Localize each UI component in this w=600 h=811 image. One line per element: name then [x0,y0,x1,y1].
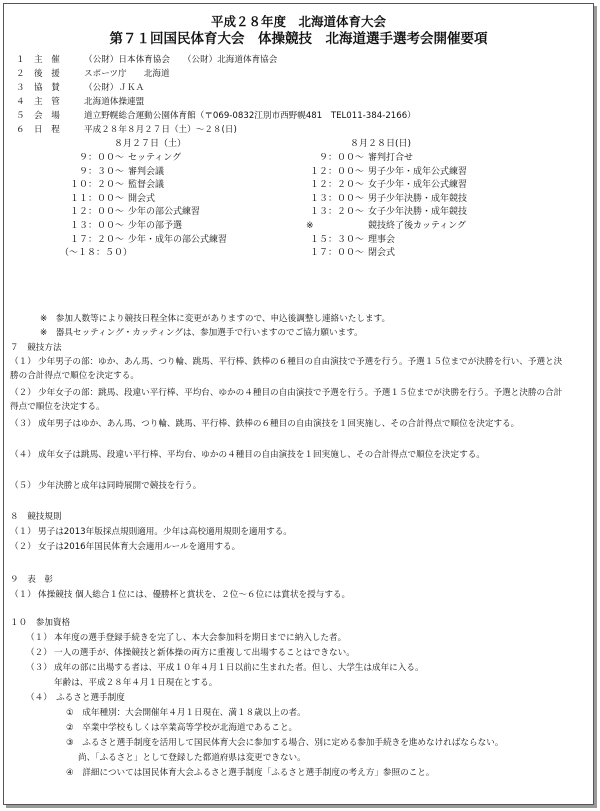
schedule-row: １７：２０～ 少年・成年の部公式練習 [69,234,228,245]
document-page [3,3,594,805]
page-title: 平成２８年度 北海道体育大会 [210,14,386,29]
list-item: （１） 体操競技 個人総合１位には、優勝杯と賞状を、２位～６位には賞状を授与する。 [10,590,351,600]
furusato-note: 尚、「ふるさと」として登録した都道府県は変更できない。 [78,753,306,763]
schedule-day2-header: ８月２８日(日) [350,139,412,149]
list-item: （１） 少年男子の部：ゆか、あん馬、つり輪、跳馬、平行棒、鉄棒の６種目の自由演技で予選を行う。予選１５位までが決勝を行い、予選と決勝の合計得点で順位を決定する。 [10,357,563,381]
page-subtitle: 第７１回国民体育大会 体操競技 北海道選手選考会開催要項 [109,31,488,47]
age-note: 年齢は、平成２８年４月１日現在とする。 [54,678,218,688]
section-heading-eligibility: １０ 参加資格 [10,618,71,628]
furusato-item: ③ ふるさと選手制度を活用して国民体育大会に参加する場合、別に定める参加手続きを進めなければならない。 [66,738,504,748]
schedule-row: ※ 競技終了後カッティング [306,220,467,231]
schedule-row: １０：２０～ 監督会議 [69,180,165,191]
furusato-item: ① 成年種別：大会開催年４月１日現在、満１８歳以上の者。 [66,708,306,718]
list-item: （４） 成年女子は跳馬、段違い平行棒、平均台、ゆかの４種目の自由演技を１回実施し、その合計得点で順位を決定する。 [10,450,485,460]
schedule-row: ９：００～ 審判打合せ [318,153,414,163]
info-row-venue: ５ 会 場 道立野幌総合運動公園体育館（〒069-0832江別市西野幌481 TEL011-384-2166） [16,111,416,121]
schedule-day2-list [300,152,467,261]
list-item: （１） 男子は2013年版採点規則適用。少年は高校適用規則を適用する。 [10,527,292,537]
info-row-dates: ６ 日 程 平成２８年８月２７日（土）～２８(日) [16,125,237,135]
list-item: （２） 少年女子の部：跳馬、段違い平行棒、平均台、ゆかの４種目の自由演技で予選を行う。予選１５位までが決勝を行う。予選と決勝の合計得点で順位を決定する。 [10,388,563,412]
schedule-row: １２：２０～ 女子少年・成年公式練習 [309,180,468,191]
schedule-row: １７：００～ 閉会式 [309,248,396,259]
schedule-row: ９：００～ セッティング [78,153,182,163]
schedule-row: ９：３０～ 審判会議 [78,166,165,177]
furusato-item: ④ 詳細については国民体育大会ふるさと選手制度「ふるさと選手制度の考え方」参照のこと。 [66,768,435,778]
schedule-row: １３：２０～ 女子少年決勝・成年競技 [309,207,468,218]
schedule-row: １３：００～ 少年の部予選 [69,220,183,231]
list-item: （５） 少年決勝と成年は同時展開で競技を行う。 [10,481,202,491]
list-item: （２） 女子は2016年国民体育大会適用ルールを適用する。 [10,542,241,552]
info-row-sponsor: １ 主 催 （公財）日本体育協会 （公財）北海道体育協会 [16,55,278,65]
schedule-row: １３：００～ 男子少年決勝・成年競技 [309,193,468,204]
info-row-support: ２ 後 援 スポーツ庁 北海道 [16,69,170,79]
list-item: （３） 成年の部に出場する者は、平成１０年４月１日以前に生まれた者。但し、大学生は成年に入る。 [26,663,424,673]
schedule-day1-list [60,152,227,261]
list-item: （３） 成年男子はゆか、あん馬、つり輪、跳馬、平行棒、鉄棒の６種目の自由演技を１回実施し、その合計得点で順位を決定する。 [10,419,520,429]
section-heading-awards: ９ 表 彰 [10,575,53,585]
schedule-day1-header: ８月２７日（土） [114,139,187,149]
furusato-item: ② 卒業中学校もしくは卒業高等学校が北海道であること。 [66,723,298,733]
list-item: （１） 本年度の選手登録手続きを完了し、本大会参加料を期日までに納入した者。 [26,633,347,643]
schedule-row: １５：３０～ 理事会 [309,234,396,245]
schedule-row: １１：００～ 開会式 [69,193,156,204]
schedule-row: １２：００～ 少年の部公式練習 [69,207,201,218]
section-heading-rules: ８ 競技規則 [10,512,62,522]
schedule-note: ※ 参加人数等により競技日程全体に変更がありますので、申込後調整し連絡いたします。 [40,314,391,324]
schedule-row: （～１８：５０） [60,248,133,259]
schedule-row: １２：００～ 男子少年・成年公式練習 [309,166,468,177]
section-heading-method: ７ 競技方法 [10,343,62,353]
info-row-organizer: ４ 主 管 北海道体操連盟 [16,97,145,107]
info-row-cosponsor: ３ 協 賛 （公財）ＪＫＡ [16,83,145,93]
furusato-heading: （４） ふるさと選手制度 [26,693,125,703]
schedule-note: ※ 器具セッティング・カッティングは、参加選手で行いますのでご協力願います。 [40,328,363,338]
list-item: （２） 一人の選手が、体操競技と新体操の両方に重複して出場することはできない。 [26,648,355,658]
